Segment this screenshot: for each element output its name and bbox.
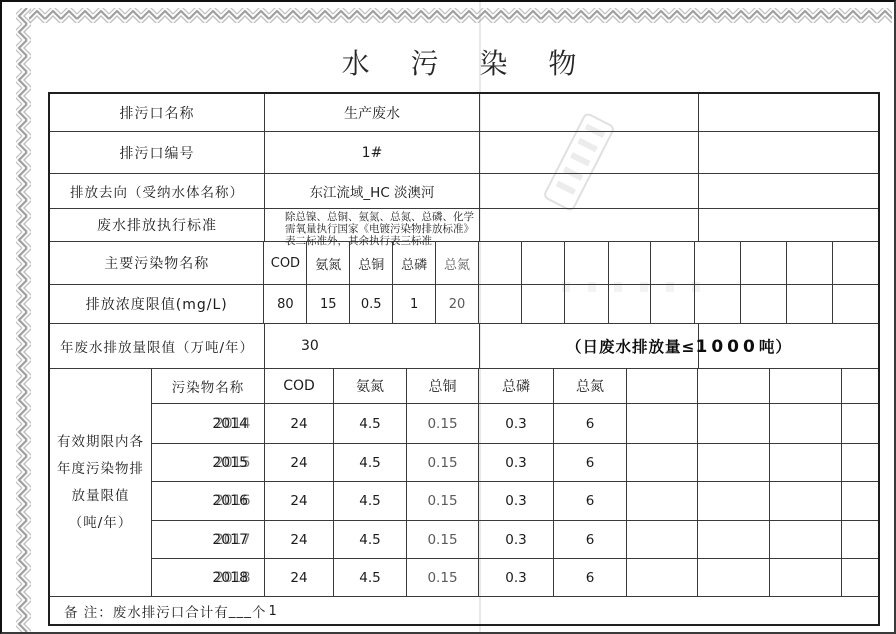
side-label-line: 年度污染物排 [57,460,144,477]
side-label-line: 放量限值 [71,487,130,504]
empty-cell [627,521,698,558]
empty-cell [770,369,842,403]
empty-cell [833,242,878,284]
concentration-value: 1 [393,285,436,323]
empty-cell [698,444,770,481]
empty-cell [522,242,565,284]
limit-value: 0.3 [479,404,554,443]
limit-value: 0.3 [479,482,554,520]
limit-value: 0.3 [479,444,554,481]
table-row-year [152,521,878,559]
destination-label: 排放去向（受纳水体名称） [50,174,265,208]
column-header: COD [265,369,334,403]
empty-cell [480,174,699,208]
remark-text: 废水排污口合计有 [112,604,229,621]
limit-value: 6 [554,482,627,520]
empty-cell [770,482,842,520]
empty-cell [522,285,565,323]
empty-cell [842,404,878,443]
empty-cell [699,209,878,241]
empty-cell [741,285,787,323]
concentration-value: 20 [436,285,479,323]
pollutant-names-label: 主要污染物名称 [50,242,264,284]
empty-cell [770,444,842,481]
concentration-value: 0.5 [350,285,393,323]
limit-value: 4.5 [334,521,407,558]
concentration-value: 15 [307,285,350,323]
limit-value: 6 [554,559,627,597]
empty-cell [479,242,522,284]
limit-value: 4.5 [334,444,407,481]
limit-value: 6 [554,521,627,558]
remark-cell [50,597,878,624]
guilloche-border-left [16,8,31,634]
yearly-header-row [152,369,878,404]
daily-volume-stamp [566,335,792,357]
column-header: 总磷 [479,369,554,403]
empty-cell [627,404,698,443]
table-row-pollutant-names [50,242,878,285]
empty-cell [699,174,878,208]
empty-cell [627,444,698,481]
daily-stamp-suffix: 吨） [758,338,792,356]
pollutant-name-cell: 总氮 [436,242,479,284]
empty-cell [695,285,741,323]
empty-cell [565,285,609,323]
limit-value: 6 [554,444,627,481]
year-cell [152,482,265,520]
side-label-line: （吨/年） [68,514,133,531]
yearly-limits-grid [152,369,878,596]
limit-value: 0.15 [407,404,479,443]
outlet-number-value: 1# [265,132,480,173]
empty-cell [699,94,878,131]
limit-value: 0.3 [479,521,554,558]
limit-value: 24 [265,482,334,520]
table-row-standard [50,209,878,247]
empty-cell [842,559,878,597]
standard-value [265,209,480,247]
empty-cell [698,404,770,443]
pollutant-name-cell: 总磷 [393,242,436,284]
empty-cell [609,242,652,284]
empty-cell [842,444,878,481]
limit-value: 6 [554,404,627,443]
empty-cell [698,482,770,520]
limit-value: 0.15 [407,482,479,520]
year-value: 2017 [212,531,248,548]
empty-cell [609,285,652,323]
concentration-value: 80 [264,285,307,323]
table-row-concentration-limits [50,285,878,324]
daily-stamp-number: 1000 [695,337,759,357]
standard-label: 废水排放执行标准 [50,209,265,241]
concentration-label: 排放浓度限值(mg/L) [50,285,264,323]
empty-cell [480,132,699,173]
empty-cell [695,242,741,284]
empty-cell [842,521,878,558]
guilloche-border-top [29,8,892,23]
empty-cell [480,94,699,131]
limit-value: 4.5 [334,559,407,597]
empty-cell [651,242,695,284]
column-header: 总氮 [554,369,627,403]
table-row-destination [50,174,878,209]
limit-value: 24 [265,521,334,558]
outlet-number-label: 排污口编号 [50,132,265,173]
limit-value: 24 [265,444,334,481]
empty-cell [698,369,770,403]
water-pollutant-table [48,92,880,626]
year-value: 2018 [212,570,248,586]
daily-stamp-prefix: （日废水排放量≤ [566,338,696,356]
empty-cell [833,285,878,323]
column-header: 氨氮 [334,369,407,403]
column-header: 污染物名称 [152,369,265,403]
empty-cell [842,369,878,403]
empty-cell [741,242,787,284]
year-cell [152,521,265,558]
pollutant-name-cell: 氨氮 [307,242,350,284]
pollutant-name-cell: 总铜 [350,242,393,284]
empty-cell [787,242,833,284]
remark-prefix: 备 注： [64,604,113,621]
year-cell [152,404,265,443]
column-header: 总铜 [407,369,479,403]
annual-volume-value: 30 [265,324,480,368]
remark-suffix: 个 [252,604,267,621]
table-row-year [152,444,878,482]
pollutant-name-cell: COD [264,242,307,284]
standard-text-line: 需氧量执行国家《电镀污染物排放标准》 [285,223,474,235]
empty-cell [699,132,878,173]
table-row-year [152,482,878,521]
remark-handwritten-count: 1 [268,604,278,619]
empty-cell [698,559,770,597]
standard-text-line: 除总镍、总铜、氨氮、总氮、总磷、化学 [285,211,474,223]
limit-value: 0.15 [407,521,479,558]
table-row-outlet-name [50,94,878,132]
year-value: 2015 [212,454,248,471]
limit-value: 24 [265,404,334,443]
yearly-limits-side-label [50,369,152,596]
empty-cell [787,285,833,323]
empty-cell [770,404,842,443]
empty-cell [627,482,698,520]
table-row-remark [50,597,878,624]
yearly-limits-section [50,369,878,597]
limit-value: 0.15 [407,444,479,481]
side-label-line: 有效期限内各 [57,433,144,450]
limit-value: 0.15 [407,559,479,597]
remark-blank-line: ___ [228,602,253,619]
empty-cell [480,209,699,241]
year-cell [152,444,265,481]
table-row-outlet-number [50,132,878,174]
limit-value: 24 [265,559,334,597]
limit-value: 4.5 [334,404,407,443]
year-cell [152,559,265,597]
empty-cell [770,559,842,597]
empty-cell [651,285,695,323]
empty-cell [627,369,698,403]
table-row-year [152,559,878,597]
empty-cell [698,521,770,558]
outlet-name-value: 生产废水 [265,94,480,131]
limit-value: 0.3 [479,559,554,597]
page-title: 水 污 染 物 [341,47,593,80]
standard-text-line: 表二标准外，其余执行表三标准 [285,235,432,247]
table-row-year [152,404,878,444]
limit-value: 4.5 [334,482,407,520]
empty-cell [479,285,522,323]
outlet-name-label: 排污口名称 [50,94,265,131]
year-value: 2014 [212,415,248,432]
year-value: 2016 [212,493,248,509]
destination-value: 东江流域_HC 淡澳河 [265,174,480,208]
empty-cell [565,242,609,284]
annual-volume-label: 年废水排放量限值（万吨/年） [50,324,265,368]
empty-cell [842,482,878,520]
empty-cell [627,559,698,597]
table-row-annual-volume [50,324,878,369]
empty-cell [770,521,842,558]
